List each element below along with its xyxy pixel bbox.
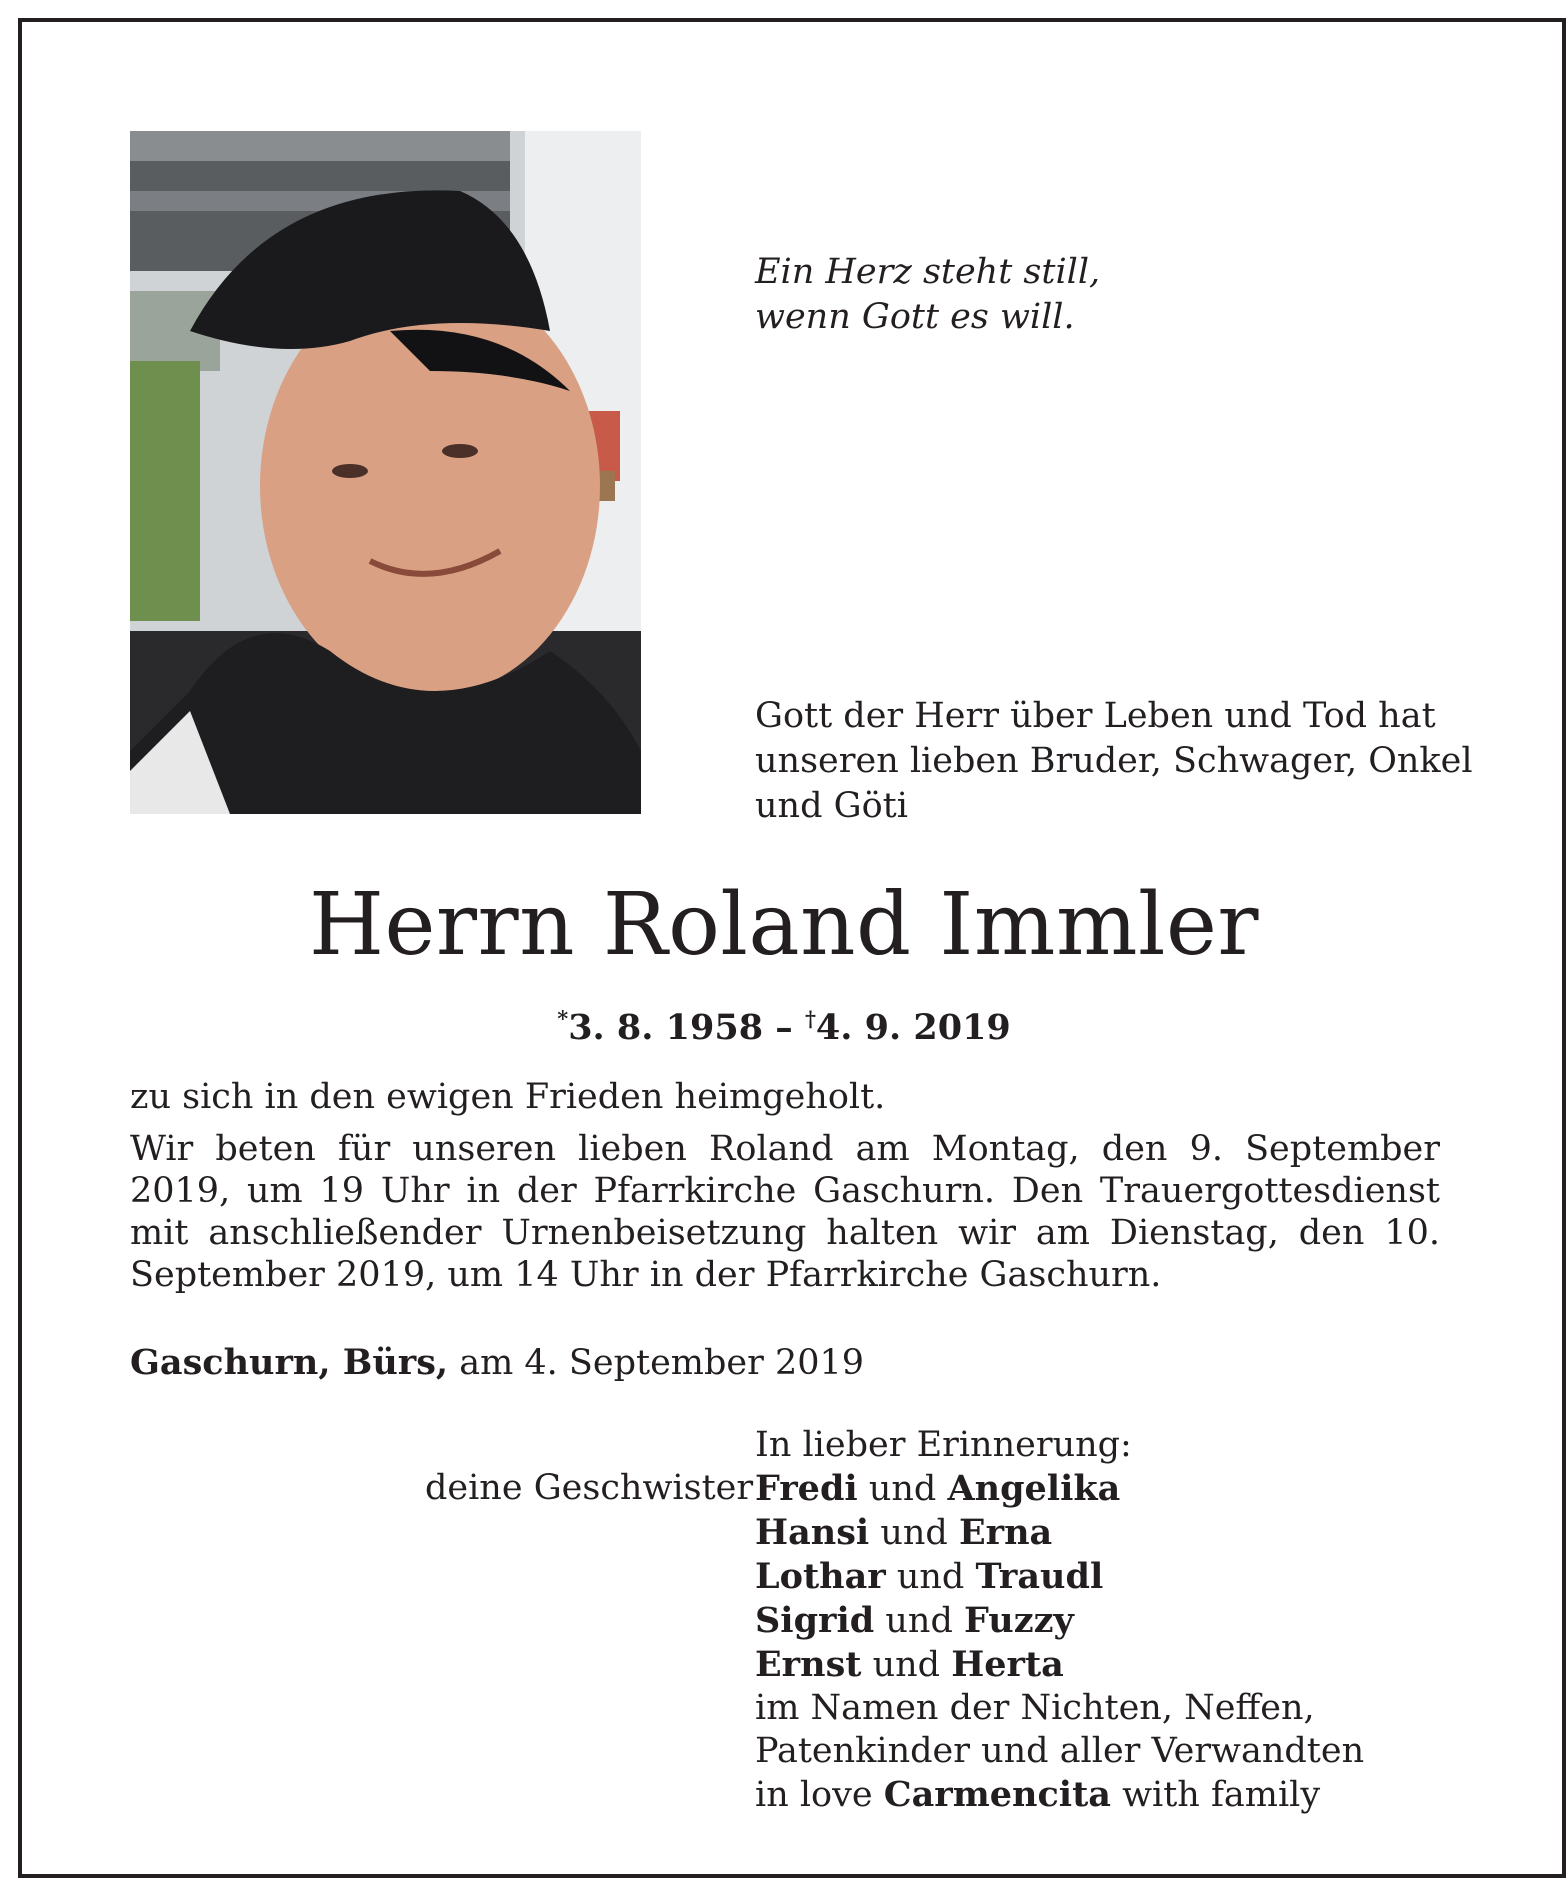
body-paragraph: zu sich in den ewigen Frieden heimgeholt. [130,1077,886,1117]
birth-date: 3. 8. 1958 [568,1007,764,1048]
place-names: Gaschurn, Bürs, [130,1342,449,1383]
love-prefix: in love [755,1775,884,1815]
intro-line: und Göti [755,786,908,826]
announcement-body [130,1076,1440,1306]
date-dash: – [763,1007,805,1048]
body-paragraph: Wir beten für unseren lieben Roland am Montag, den 9. September 2019, um 19 Uhr in der Pfarrkirche Gaschurn. Den Trauergottesdienst mit anschließender Urnenbeisetzung halten wir am Dienstag, den 10. September 2019, um 14 Uhr in der Pfarrkirche Gaschurn. [130,1129,1440,1295]
sibling-pair [755,1467,1364,1511]
sibling-name: Lothar [755,1556,886,1597]
place-date-line [130,1340,864,1386]
sibling-name: Hansi [755,1512,870,1553]
conjunction: und [857,1469,948,1509]
death-date: 4. 9. 2019 [815,1007,1011,1048]
spouse-name: Fuzzy [964,1600,1074,1641]
portrait-photo [130,131,641,814]
spouse-name: Traudl [975,1556,1104,1597]
quote-line: wenn Gott es will. [755,297,1075,337]
spouse-name: Angelika [947,1468,1121,1509]
death-mark: † [804,1006,816,1031]
portrait-image [130,131,641,814]
sibling-pair [755,1643,1364,1687]
sibling-pair [755,1555,1364,1599]
notice-date: am 4. September 2019 [448,1343,865,1383]
love-suffix: with family [1110,1775,1321,1815]
sibling-name: Ernst [755,1644,862,1685]
intro-text [755,694,1495,829]
relatives-line: im Namen der Nichten, Neffen, [755,1688,1315,1728]
birth-mark: * [557,1006,569,1031]
signature-block [755,1424,1364,1817]
conjunction: und [861,1645,952,1685]
life-dates [0,995,1568,1052]
quote-line: Ein Herz steht still, [755,252,1101,292]
love-line [755,1773,1364,1817]
love-name: Carmencita [883,1774,1111,1815]
conjunction: und [874,1601,965,1641]
relatives-line: Patenkinder und aller Verwandten [755,1731,1365,1771]
sibling-name: Sigrid [755,1600,875,1641]
spouse-name: Herta [951,1644,1064,1685]
conjunction: und [885,1557,976,1597]
sibling-pair [755,1599,1364,1643]
conjunction: und [869,1513,959,1553]
intro-line: unseren lieben Bruder, Schwager, Onkel [755,741,1473,781]
deceased-name: Herrn Roland Immler [309,875,1259,975]
intro-line: Gott der Herr über Leben und Tod hat [755,696,1436,736]
sibling-name: Fredi [755,1468,858,1509]
memorial-quote [755,250,1100,340]
spouse-name: Erna [958,1512,1053,1553]
signature-header: In lieber Erinnerung: [755,1425,1132,1465]
sibling-pair [755,1511,1364,1555]
signature-prefix: deine Geschwister [425,1468,754,1508]
